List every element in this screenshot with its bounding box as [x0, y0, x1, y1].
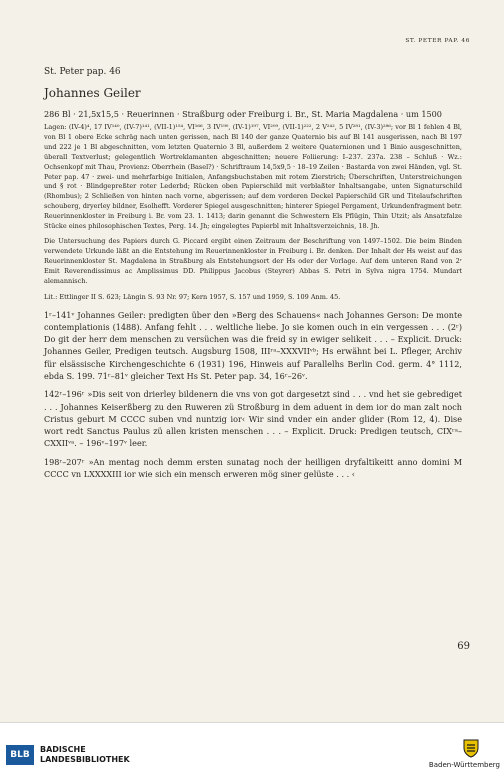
- shelfmark: St. Peter pap. 46: [44, 67, 121, 77]
- library-name-line2: LANDESBIBLIOTHEK: [40, 755, 130, 764]
- codicology-paragraph: Lagen: (IV-4)⁴, 17 IV¹⁴⁰, (IV-7)¹⁴¹, (VII-1)¹⁵⁴, VI¹⁶⁶, 3 IV¹⁹⁰, (IV-1)¹⁹⁷, VI²⁰⁹, (VII-1)²²², 2 V²⁴², 5 IV²⁸¹, (IV-3)²⁸⁶; vor Bl 1 fehlen 4 Bl, von Bl 1 obere Ecke schräg nach unten gerissen, nach Bl 140 der ganze Quaternio bis auf Bl 141 ausgerissen, nach Bl 197 und 222 je 1 Bl abgeschnitten, vom letzten Quaternio 3 Bl, außerdem 2 weitere Quaternionen und 1 Binio ausgeschnitten, überall Textverlust; gelegentlich Wortreklamanten abgeschnitten; neuere Foliierung: I–237. 237a. 238 – Schluß · Wz.: Ochsenkopf mit Thau, Provienz: Oberrhein (Basel?) · Schriftraum 14,5x9,5 · 18–19 Zeilen · Bastarda von zwei Händen, vgl. St. Peter pap. 47 · zwei- und mehrfarbige Initialen, Anfangsbuchstaben mit rotem Zierstrich; Überschriften, Unterstreichungen und § rot · Blindgepreßter roter Lederbd; Rücken oben Papierschild mit verblaßter Inhaltsangabe, unten Signaturschild (Rhombus); 2 Schließen von hinten nach vorne, abgerissen; auf dem vorderen Deckel Papierschild GR und Titelaufschriften schouberg, dryerley bildner, Esolhefft. Vorderer Spiegel ausgeschnitten; hinterer Spiegel Pergament, Urkundenfragment betr. Reuerinnenkloster in Freiburg i. Br. vom 23. 1. 1413; darin genannt die Schwestern Els Pflügin, Thin Utzit; als Ansatzfalze Stücke eines philosophischen Textes, Perg. 14. Jh; eingelegtes Papierbl mit Inhaltsverzeichnis, 18. Jh.: [44, 123, 462, 231]
- catalog-entry: [44, 67, 462, 486]
- viewer-footer: [0, 722, 504, 774]
- content-entry-2: 142ʳ–196ʳ »Dis seit von drierley bildenern die vns von got dargesetzt sind . . . vnd het sie gebrediget . . . Johannes Keiserßberg zu den Ruweren zü Stroßburg in dem aduent in dem ior do man zalt noch Cristus geburt M CCCC suben vnd nuntzig ior‹ Wir sind vnder ein ander glider (Rom 12, 4). Dise wort redt Sanctus Paulus zü allen kristen menschen . . . – Explicit. Druck: Predigen teutsch, CIXʳᵃ–CXXIIᵛᵃ. – 196ᵛ–197ᵛ leer.: [44, 389, 462, 449]
- physical-description: 286 Bl · 21,5x15,5 · Reuerinnen · Straßburg oder Freiburg i. Br., St. Maria Magdalena · um 1500: [44, 109, 442, 119]
- content-entry-1: 1ʳ–141ᵛ Johannes Geiler: predigten über den »Berg des Schauens« nach Johannes Gerson: De monte contemplationis (1488). Anfang fehlt . . . weltliche liebe. Jo sie komen ouch in ein vergessen . . . (2ʳ) Do git der herr dem menschen zu versüchen was die freid sy in ewiger selikeit . . . – Explicit. Druck: Johannes Geiler, Predigen teutsch. Augsburg 1508, IIIʳᵃ–XXXVIIᵛᵇ; Hs erwähnt bei L. Pfleger, Archiv für elsässische Kirchengeschichte 6 (1931) 196, Hinweis auf Parallelhs Berlin Cod. germ. 4° 1112, ebda S. 199. 71ʳ–81ᵛ gleicher Text Hs St. Peter pap. 34, 16ʳ–26ᵛ.: [44, 309, 462, 381]
- literature-references: Lit.: Ettlinger II S. 623; Längin S. 93 Nr. 97; Kern 1957, S. 157 und 1959, S. 109 Anm. 45.: [44, 292, 341, 301]
- content-entry-3: 198ʳ–207ʳ »An mentag noch demm ersten sunatag noch der heilligen dryfaltikeitt anno domini M CCCC vn LXXXXIII ior wie sich ein mensch erweren mög siner gelüste . . . ‹: [44, 456, 462, 480]
- state-crest-icon: [460, 737, 482, 759]
- library-name[interactable]: [40, 745, 130, 765]
- state-name: Baden-Württemberg: [428, 761, 500, 769]
- library-name-line1: BADISCHE: [40, 745, 86, 754]
- manuscript-title: Johannes Geiler: [44, 86, 141, 100]
- blb-logo-icon[interactable]: BLB: [6, 745, 34, 765]
- page-number: 69: [457, 641, 470, 652]
- running-head: ST. PETER PAP. 46: [405, 38, 470, 44]
- provenance-paragraph: Die Untersuchung des Papiers durch G. Piccard ergibt einen Zeitraum der Beschriftung von 1497–1502. Die beim Binden verwendete Urkunde läßt an die Entstehung im Reuerinnenkloster in Freiburg i. Br. denken. Der Inhalt der Hs weist auf das Reuerinnenkloster St. Magdalena in Straßburg als Entstehungsort der Hs oder der Vorlage. Auf dem unteren Rand von 2ʳ Emit Reverendissimus ac Amplissimus DD. Philippus Jacobus (Steyrer) Abbas S. Petri in Sylva nigra 1754. Mundart alemannisch.: [44, 236, 462, 285]
